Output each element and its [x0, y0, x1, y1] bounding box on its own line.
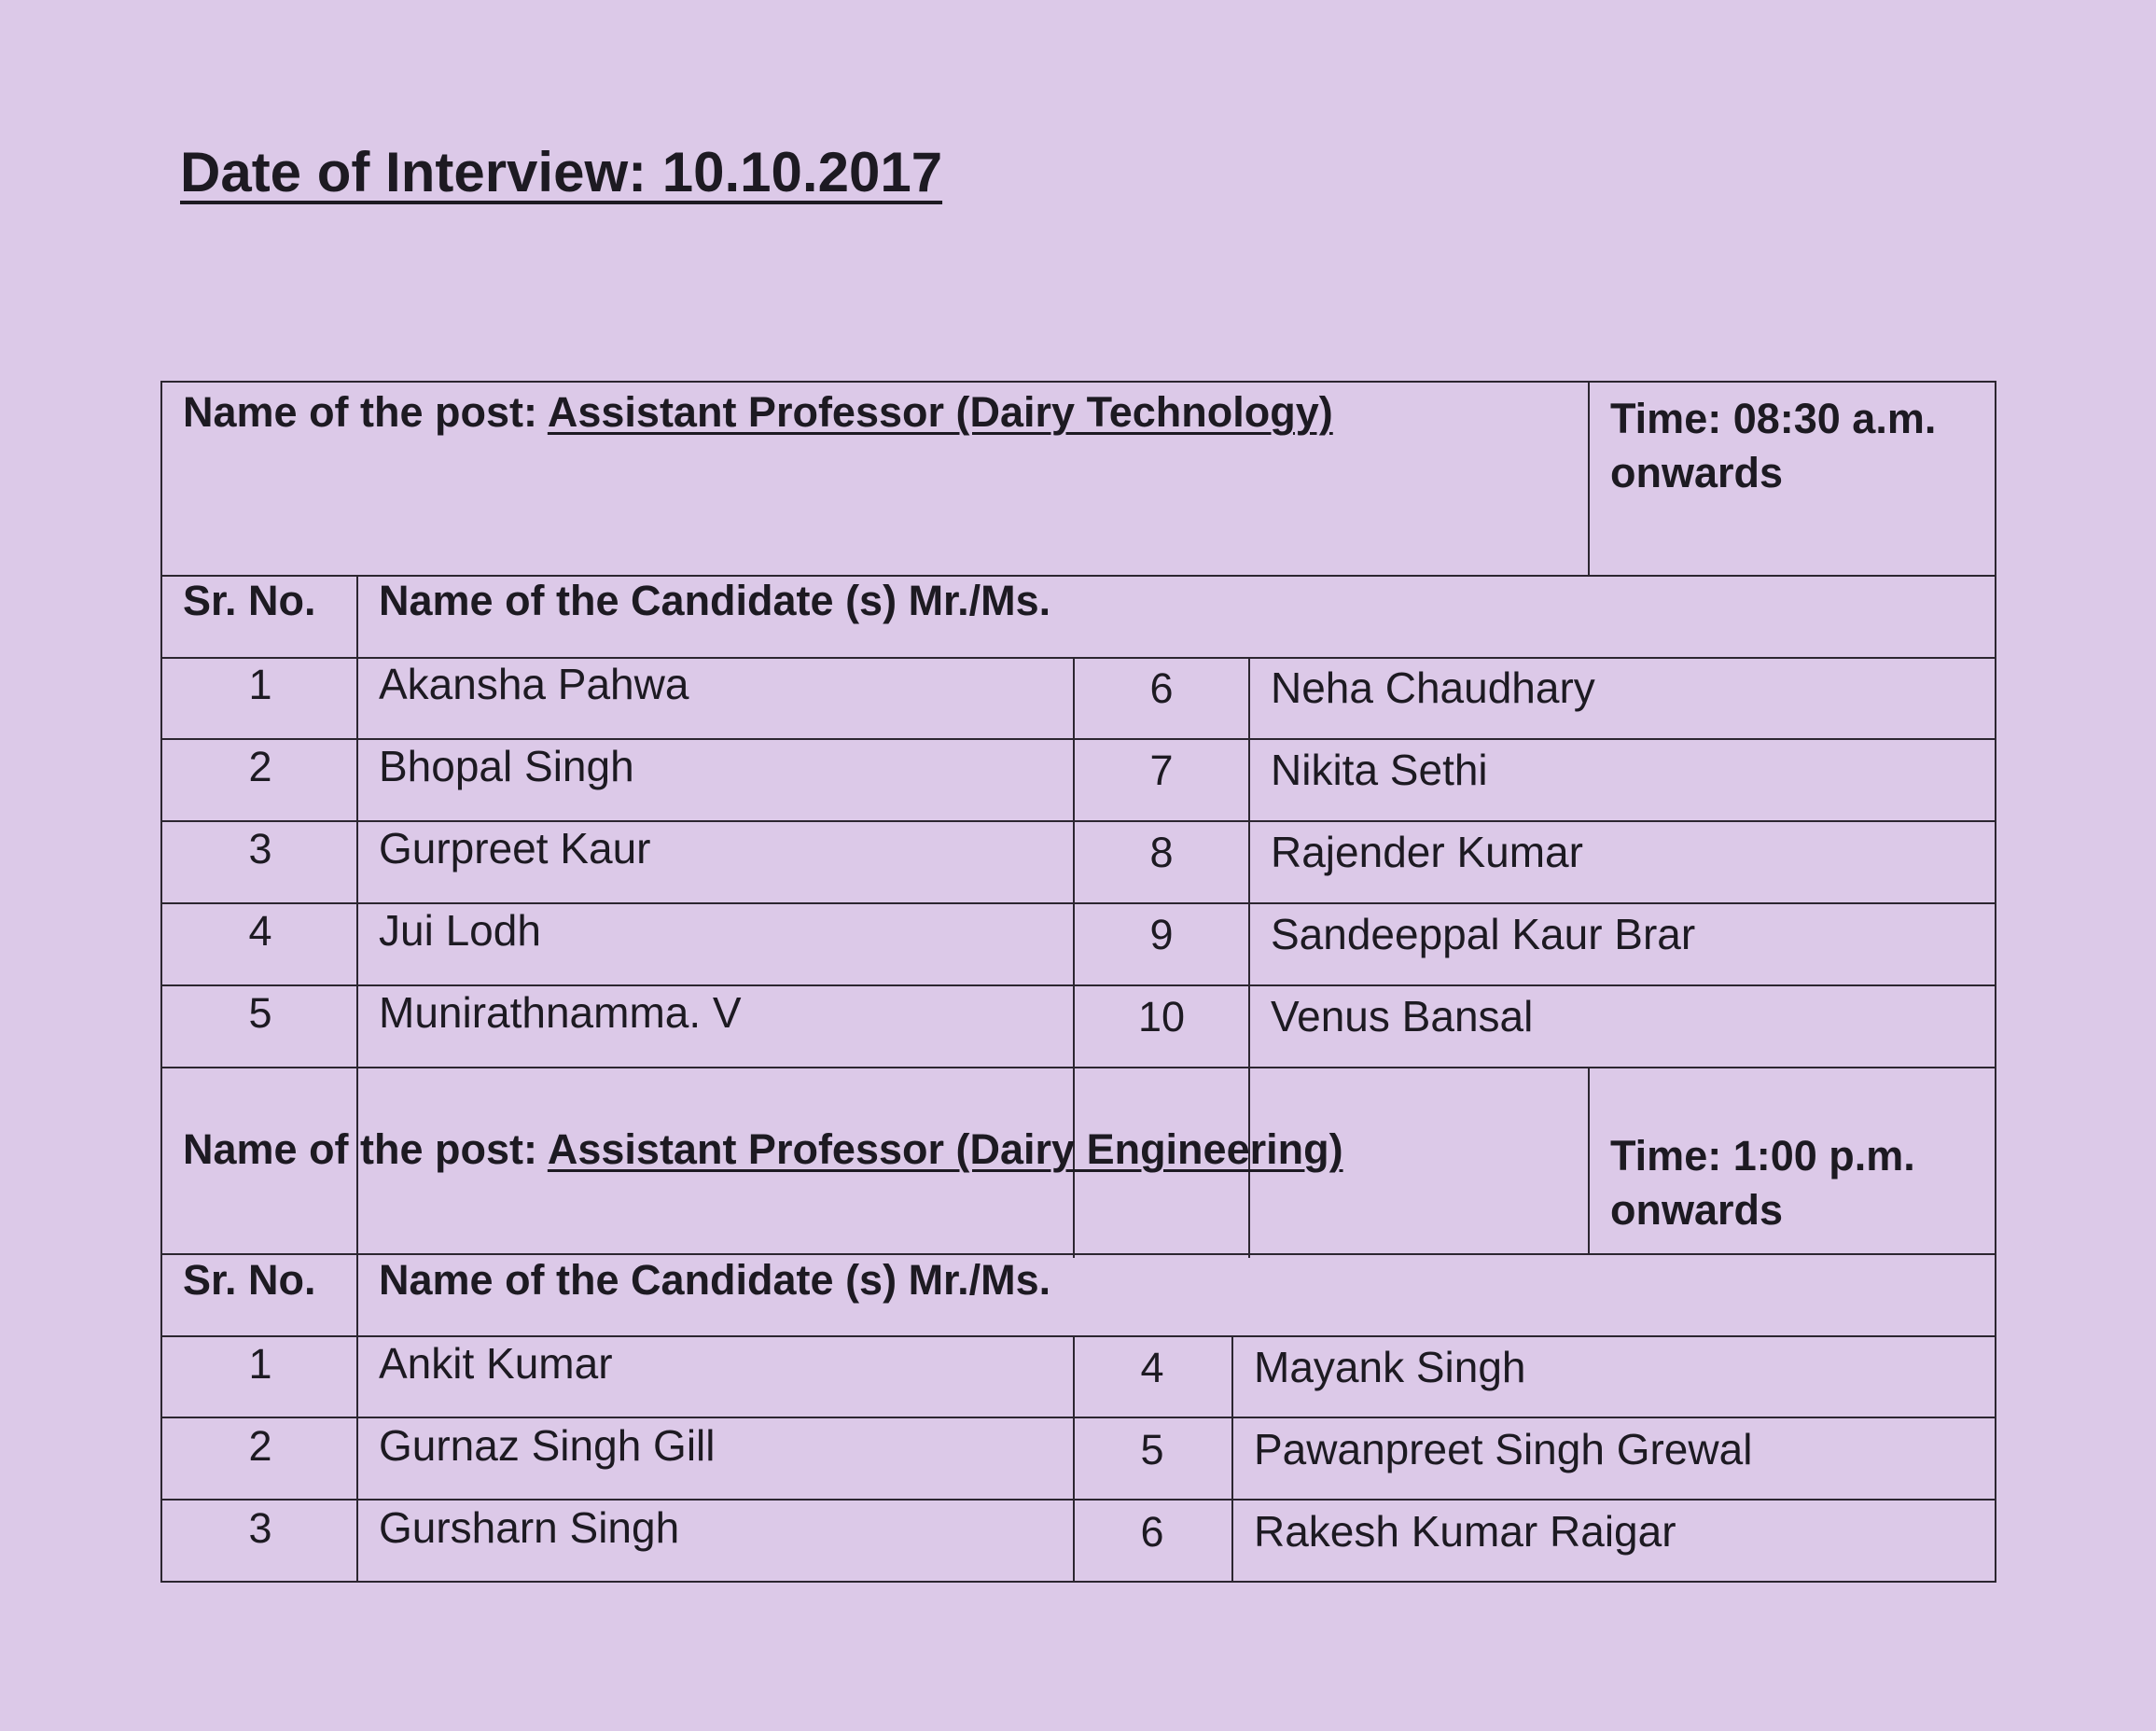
sr-no: 4 — [248, 907, 272, 955]
sr-no: 10 — [1137, 993, 1186, 1040]
row-divider — [162, 1335, 1995, 1337]
sr-no: 3 — [248, 825, 272, 872]
post-label: Name of the post: — [183, 1125, 548, 1173]
candidate-name: Rakesh Kumar Raigar — [1254, 1507, 1676, 1556]
candidate-name: Nikita Sethi — [1271, 746, 1488, 794]
candidate-name: Gursharn Singh — [379, 1503, 680, 1552]
post-label: Name of the post: — [183, 388, 548, 436]
section-divider — [162, 1067, 1995, 1068]
interview-schedule-table — [160, 381, 1996, 1583]
row-divider — [162, 1253, 1995, 1255]
row-divider — [162, 738, 1995, 740]
candidate-name: Gurpreet Kaur — [379, 824, 651, 872]
sr-no: 7 — [1149, 747, 1174, 794]
post-name: Assistant Professor (Dairy Engineering) — [547, 1125, 1343, 1173]
candidate-name: Gurnaz Singh Gill — [379, 1421, 716, 1470]
col-header-sr-no: Sr. No. — [183, 577, 316, 624]
col-header-candidate-name: Name of the Candidate (s) Mr./Ms. — [379, 577, 1051, 624]
sr-no: 3 — [248, 1504, 272, 1552]
candidate-name: Sandeeppal Kaur Brar — [1271, 910, 1696, 958]
post-title-dairy-engineering — [183, 1125, 1343, 1174]
col-header-candidate-name: Name of the Candidate (s) Mr./Ms. — [379, 1256, 1051, 1304]
candidate-name: Bhopal Singh — [379, 742, 634, 790]
row-divider — [162, 902, 1995, 904]
candidate-name: Rajender Kumar — [1271, 828, 1583, 876]
time-dairy-technology: Time: 08:30 a.m. onwards — [1610, 395, 1937, 496]
sr-no: 9 — [1149, 911, 1174, 958]
candidate-name: Venus Bansal — [1271, 992, 1534, 1040]
sr-no: 2 — [248, 1422, 272, 1470]
col-header-sr-no: Sr. No. — [183, 1256, 316, 1304]
column-divider — [1231, 1335, 1233, 1583]
row-divider — [162, 984, 1995, 986]
candidate-name: Mayank Singh — [1254, 1343, 1526, 1391]
row-divider — [162, 1417, 1995, 1418]
column-divider — [1073, 1335, 1075, 1583]
candidate-name: Jui Lodh — [379, 906, 541, 955]
row-divider — [162, 1499, 1995, 1501]
candidate-name: Neha Chaudhary — [1271, 663, 1595, 712]
post-title-dairy-technology — [183, 388, 1333, 437]
sr-no: 5 — [1140, 1426, 1164, 1473]
time-divider — [1588, 1067, 1590, 1253]
sr-no: 5 — [248, 989, 272, 1037]
candidate-name: Ankit Kumar — [379, 1339, 613, 1388]
sr-no: 1 — [248, 661, 272, 708]
time-divider — [1588, 383, 1590, 575]
time-dairy-engineering: Time: 1:00 p.m. onwards — [1610, 1132, 1915, 1234]
post-name: Assistant Professor (Dairy Technology) — [547, 388, 1333, 436]
row-divider — [162, 820, 1995, 822]
interview-date-heading: Date of Interview: 10.10.2017 — [180, 141, 943, 203]
sr-no: 8 — [1149, 829, 1174, 876]
sr-no: 6 — [1140, 1508, 1164, 1556]
sr-no: 6 — [1149, 664, 1174, 712]
sr-no: 2 — [248, 743, 272, 790]
candidate-name: Pawanpreet Singh Grewal — [1254, 1425, 1753, 1473]
candidate-name: Akansha Pahwa — [379, 660, 689, 708]
sr-no: 4 — [1140, 1344, 1164, 1391]
sr-no: 1 — [248, 1340, 272, 1388]
candidate-name: Munirathnamma. V — [379, 988, 742, 1037]
